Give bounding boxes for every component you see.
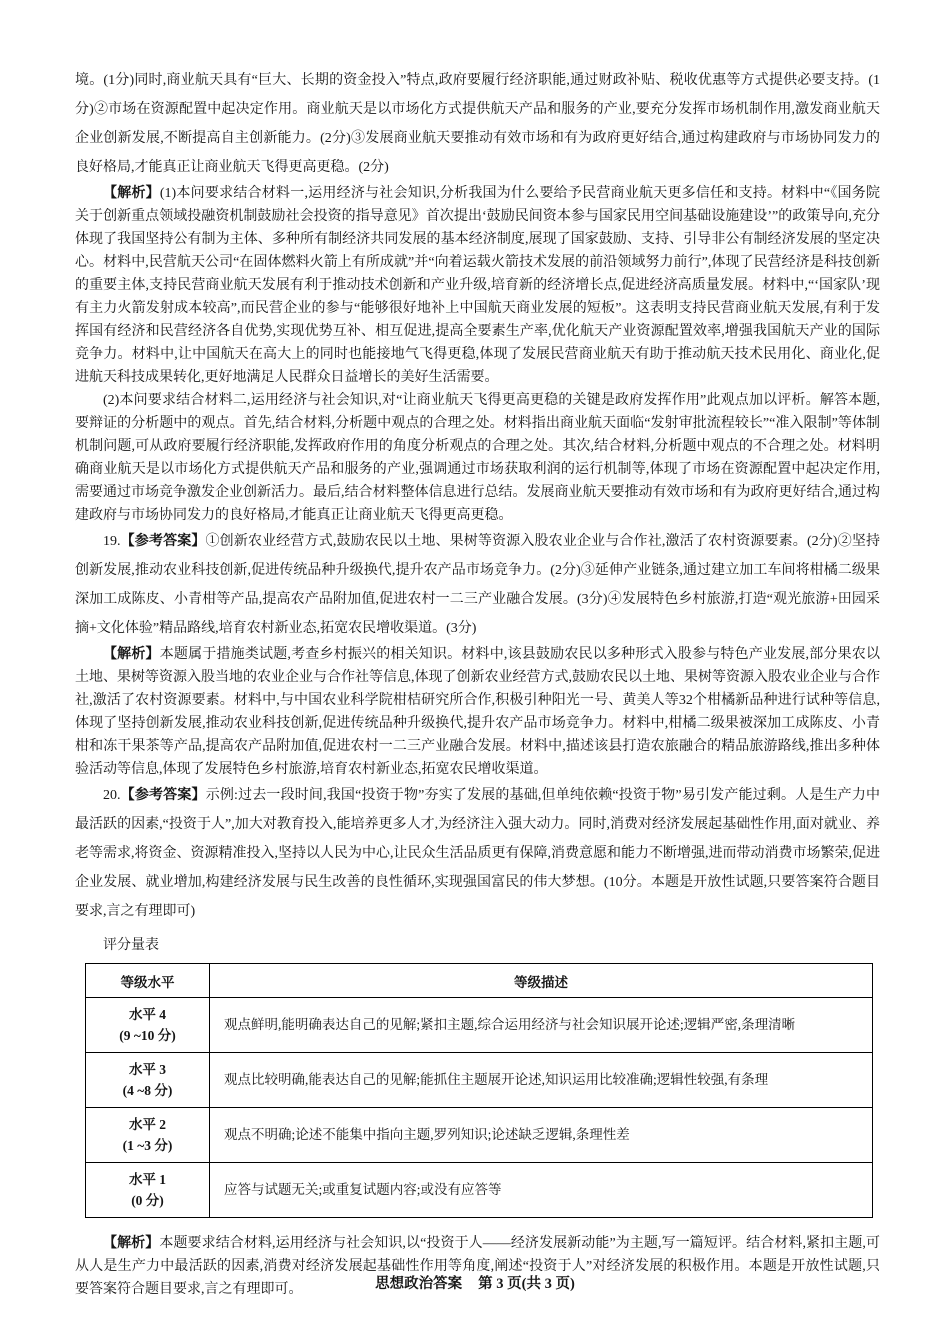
rubric-header-level: 等级水平 bbox=[86, 964, 210, 998]
level-score: (4 ~8 分) bbox=[122, 1083, 173, 1098]
level-name: 水平 2 bbox=[128, 1117, 167, 1132]
rubric-desc-cell: 观点不明确;论述不能集中指向主题,罗列知识;论述缺乏逻辑,条理性差 bbox=[210, 1108, 873, 1163]
level-score: (1 ~3 分) bbox=[122, 1138, 173, 1153]
rubric-header-desc: 等级描述 bbox=[210, 964, 873, 998]
level-name: 水平 4 bbox=[128, 1007, 167, 1022]
rubric-row-level2 bbox=[86, 1108, 873, 1163]
q18-answer-text: 境。(1分)同时,商业航天具有“巨大、长期的资金投入”特点,政府要履行经济职能,通过财政补贴、税收优惠等方式提供必要支持。(1分)②市场在资源配置中起决定作用。商业航天是以市场化方式提供航天产品和服务的产业,要充分发挥市场机制作用,激发商业航天企业创新发展,不断提高自主创新能力。(2分)③发展商业航天要推动有效市场和有为政府更好结合,通过构建政府与市场协同发力的良好格局,才能真正让商业航天飞得更高更稳。(2分) bbox=[75, 73, 880, 175]
rubric-title: 评分量表 bbox=[103, 938, 159, 953]
footer-page-number: 第 3 页(共 3 页) bbox=[478, 1276, 575, 1292]
q18-answer-continuation bbox=[75, 66, 880, 182]
q19-analysis-text: 本题属于措施类试题,考查乡村振兴的相关知识。材料中,该县鼓励农民以多种形式入股参与特色产业发展,部分果农以土地、果树等资源入股当地的农业企业与合作社等信息,体现了创新农业经营方式,鼓励农民以土地、果树等资源入股农业企业与合作社,激活了农村资源要素。材料中,与中国农业科学院柑桔研究所合作,积极引种阳光一号、黄美人等32个柑橘新品种进行试种等信息,体现了坚持创新发展,推动农业科技创新,促进传统品种升级换代,提升农产品市场竞争力。材料中,柑橘二级果被深加工成陈皮、小青柑和冻干果茶等产品,提高农产品附加值,促进农村一二三产业融合发展。材料中,描述该县打造农旅融合的精品旅游路线,推出多种体验活动等信息,体现了发展特色乡村旅游,培育农村新业态,拓宽农民增收渠道。 bbox=[75, 647, 880, 777]
rubric-level-cell bbox=[86, 1163, 210, 1218]
rubric-desc-cell: 应答与试题无关;或重复试题内容;或没有应答等 bbox=[210, 1163, 873, 1218]
reference-answer-label: 【参考答案】 bbox=[120, 534, 206, 549]
analysis-label: 【解析】 bbox=[103, 1236, 160, 1251]
level-score: (0 分) bbox=[131, 1193, 164, 1208]
level-name: 水平 1 bbox=[128, 1172, 167, 1187]
analysis-label: 【解析】 bbox=[103, 647, 160, 662]
page-footer bbox=[0, 1272, 950, 1293]
rubric-level-cell bbox=[86, 1108, 210, 1163]
level-score: (9 ~10 分) bbox=[119, 1028, 176, 1043]
q20-analysis-text: 本题要求结合材料,运用经济与社会知识,以“投资于人——经济发展新动能”为主题,写一篇短评。结合材料,紧扣主题,可从人是生产力中最活跃的因素,消费对经济发展起基础性作用等角度,阐述“投资于人”对经济发展的积极作用。本题是开放性试题,只要答案符合题目要求,言之有理即可。 bbox=[75, 1236, 880, 1297]
rubric-header-row bbox=[86, 964, 873, 998]
rubric-desc-cell: 观点鲜明,能明确表达自己的见解;紧扣主题,综合运用经济与社会知识展开论述;逻辑严密,条理清晰 bbox=[210, 998, 873, 1053]
q19-analysis bbox=[75, 643, 880, 781]
q18-analysis-part2-text: (2)本问要求结合材料二,运用经济与社会知识,对“让商业航天飞得更高更稳的关键是政府发挥作用”此观点加以评析。解答本题,要辩证的分析题中的观点。首先,结合材料,分析题中观点的合理之处。材料指出商业航天面临“发射审批流程较长”“准入限制”等体制机制问题,可从政府要履行经济职能,发挥政府作用的角度分析观点的合理之处。其次,结合材料,分析题中观点的不合理之处。材料明确商业航天是以市场化方式提供航天产品和服务的产业,强调通过市场获取利润的运行机制等,体现了市场在资源配置中起决定作用,需要通过市场竞争激发企业创新活力。最后,结合材料整体信息进行总结。发展商业航天要推动有效市场和有为政府更好结合,通过构建政府与市场协同发力的良好格局,才能真正让商业航天飞得更高更稳。 bbox=[75, 393, 880, 523]
reference-answer-label: 【参考答案】 bbox=[120, 788, 206, 803]
analysis-label: 【解析】 bbox=[103, 186, 160, 201]
footer-doc-title: 思想政治答案 bbox=[375, 1276, 463, 1292]
q20-answer-text: 示例:过去一段时间,我国“投资于物”夯实了发展的基础,但单纯依赖“投资于物”易引发产能过剩。人是生产力中最活跃的因素,“投资于人”,加大对教育投入,能培养更多人才,为经济注入强大动力。同时,消费对经济发展起基础性作用,面对就业、养老等需求,将资金、资源精准投入,坚持以人民为中心,让民众生活品质更有保障,消费意愿和能力不断增强,进而带动消费市场繁荣,促进企业发展、就业增加,构建经济发展与民生改善的良性循环,实现强国富民的伟大梦想。(10分。本题是开放性试题,只要答案符合题目要求,言之有理即可) bbox=[75, 788, 881, 919]
q20-answer bbox=[75, 781, 880, 926]
q18-analysis-part1 bbox=[75, 182, 880, 389]
rubric-table bbox=[85, 963, 873, 1218]
rubric-row-level4 bbox=[86, 998, 873, 1053]
q20-number: 20. bbox=[103, 788, 121, 803]
rubric-level-cell bbox=[86, 1053, 210, 1108]
rubric-row-level1 bbox=[86, 1163, 873, 1218]
q19-answer-text: ①创新农业经营方式,鼓励农民以土地、果树等资源入股农业企业与合作社,激活了农村资源要素。(2分)②坚持创新发展,推动农业科技创新,促进传统品种升级换代,提升农产品市场竞争力。(2分)③延伸产业链条,通过建立加工车间将柑橘二级果深加工成陈皮、小青柑等产品,提高农产品附加值,促进农村一二三产业融合发展。(3分)④发展特色乡村旅游,打造“观光旅游+田园采摘+文化体验”精品路线,培育农村新业态,拓宽农民增收渠道。(3分) bbox=[75, 534, 881, 636]
q19-number: 19. bbox=[103, 534, 121, 549]
rubric-desc-cell: 观点比较明确,能表达自己的见解;能抓住主题展开论述,知识运用比较准确;逻辑性较强,有条理 bbox=[210, 1053, 873, 1108]
rubric-row-level3 bbox=[86, 1053, 873, 1108]
q18-analysis-part2 bbox=[75, 389, 880, 527]
q19-answer bbox=[75, 527, 880, 643]
level-name: 水平 3 bbox=[128, 1062, 167, 1077]
q18-analysis-part1-text: (1)本问要求结合材料一,运用经济与社会知识,分析我国为什么要给予民营商业航天更多信任和支持。材料中“《国务院关于创新重点领域投融资机制鼓励社会投资的指导意见》首次提出‘鼓励民间资本参与国家民用空间基础设施建设’”的政策导向,充分体现了我国坚持公有制为主体、多种所有制经济共同发展的基本经济制度,展现了国家鼓励、支持、引导非公有制经济发展的坚定决心。材料中,民营航天公司“在固体燃料火箭上有所成就”并“向着运载火箭技术发展的前沿领域努力前行”,体现了民营经济是科技创新的重要主体,支持民营商业航天发展有利于推动技术创新和产业升级,培育新的经济增长点,促进经济高质量发展。材料中,“‘国家队’现有主力火箭发射成本较高”,而民营企业的参与“能够很好地补上中国航天商业发展的短板”。这表明支持民营商业航天发展,有利于发挥国有经济和民营经济各自优势,实现优势互补、相互促进,提高全要素生产率,优化航天产业资源配置效率,增强我国航天产业的国际竞争力。材料中,让中国航天在高大上的同时也能接地气飞得更稳,体现了发展民营商业航天有助于推动航天技术民用化、商业化,促进航天科技成果转化,更好地满足人民群众日益增长的美好生活需要。 bbox=[75, 186, 880, 385]
rubric-level-cell bbox=[86, 998, 210, 1053]
